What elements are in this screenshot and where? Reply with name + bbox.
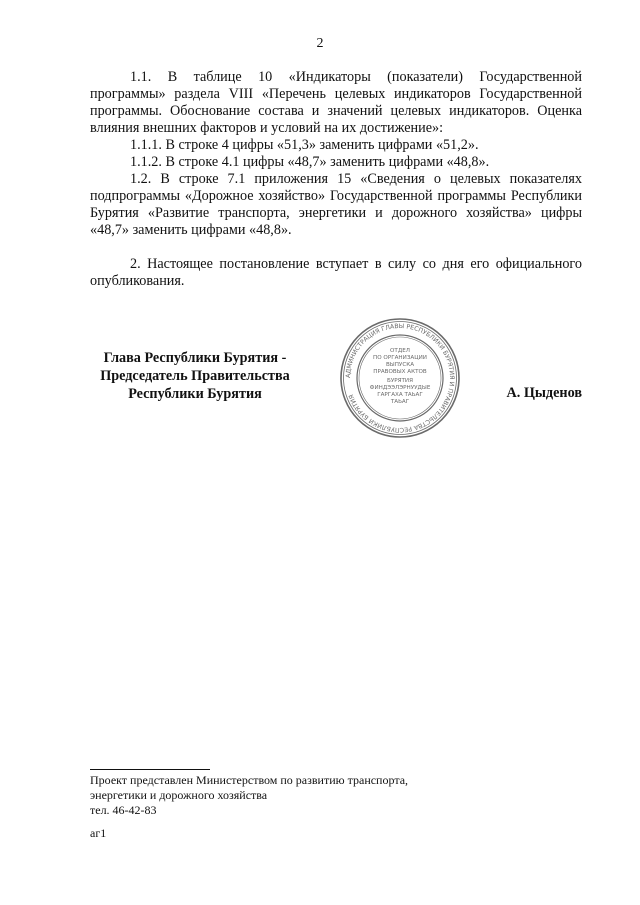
official-seal <box>339 317 461 439</box>
footnote-phone: тел. 46-42-83 <box>90 803 157 817</box>
signatory-title-line: Председатель Правительства <box>100 368 290 384</box>
paragraph-1-1: 1.1. В таблице 10 «Индикаторы (показатели) Государственной программы» раздела VIII «Перечень целевых индикаторов Государственной программы. Обоснование состава и значений целевых индикаторов. Оценка влияния внешних факторов и условий на их достижение»: <box>90 69 582 136</box>
seal-center-line: ПРАВОВЫХ АКТОВ <box>373 369 427 375</box>
seal-center-line: ФИНДЭЭЛЭРНУУДЫЕ <box>369 385 431 391</box>
signatory-name: А. Цыденов <box>506 385 582 401</box>
signatory-title <box>90 349 300 403</box>
document-body <box>90 69 582 290</box>
seal-center-line: ОТДЕЛ <box>390 348 410 354</box>
seal-center-line: ГАРГАХА ТАЬАГ <box>377 392 423 398</box>
seal-center-line: ТАЬАГ <box>390 399 410 405</box>
seal-graphic <box>339 317 461 439</box>
footnote-divider <box>90 769 210 770</box>
paragraph-1-1-2: 1.1.2. В строке 4.1 цифры «48,7» заменить цифрами «48,8». <box>130 154 490 170</box>
signatory-title-line: Глава Республики Бурятия - <box>103 350 287 366</box>
paragraph-1-1-1: 1.1.1. В строке 4 цифры «51,3» заменить цифрами «51,2». <box>130 137 479 153</box>
footnote <box>90 773 408 818</box>
footnote-line: энергетики и дорожного хозяйства <box>90 788 268 802</box>
signatory-title-line: Республики Бурятия <box>128 386 262 402</box>
paragraph-1-2: 1.2. В строке 7.1 приложения 15 «Сведения о целевых показателях подпрограммы «Дорожное хозяйство» Государственной программы Республики Бурятия «Развитие транспорта, энергетики и дорожного хозяйства» цифры «48,7» заменить цифрами «48,8». <box>90 171 582 238</box>
footnote-line: Проект представлен Министерством по развитию транспорта, <box>90 773 409 787</box>
seal-center-line: ВЫПУСКА <box>385 362 415 368</box>
seal-center-line: ПО ОРГАНИЗАЦИИ <box>373 355 427 361</box>
page-number: 2 <box>316 36 324 51</box>
paragraph-2: 2. Настоящее постановление вступает в силу со дня его официального опубликования. <box>90 256 582 289</box>
document-code: аг1 <box>90 826 107 840</box>
seal-center-line: БУРЯТИЯ <box>387 378 413 384</box>
seal-ring-text: АДМИНИСТРАЦИЯ ГЛАВЫ РЕСПУБЛИКИ БУРЯТИЯ И ПРАВИТЕЛЬСТВА РЕСПУБЛИКИ БУРЯТИЯ <box>344 322 456 434</box>
